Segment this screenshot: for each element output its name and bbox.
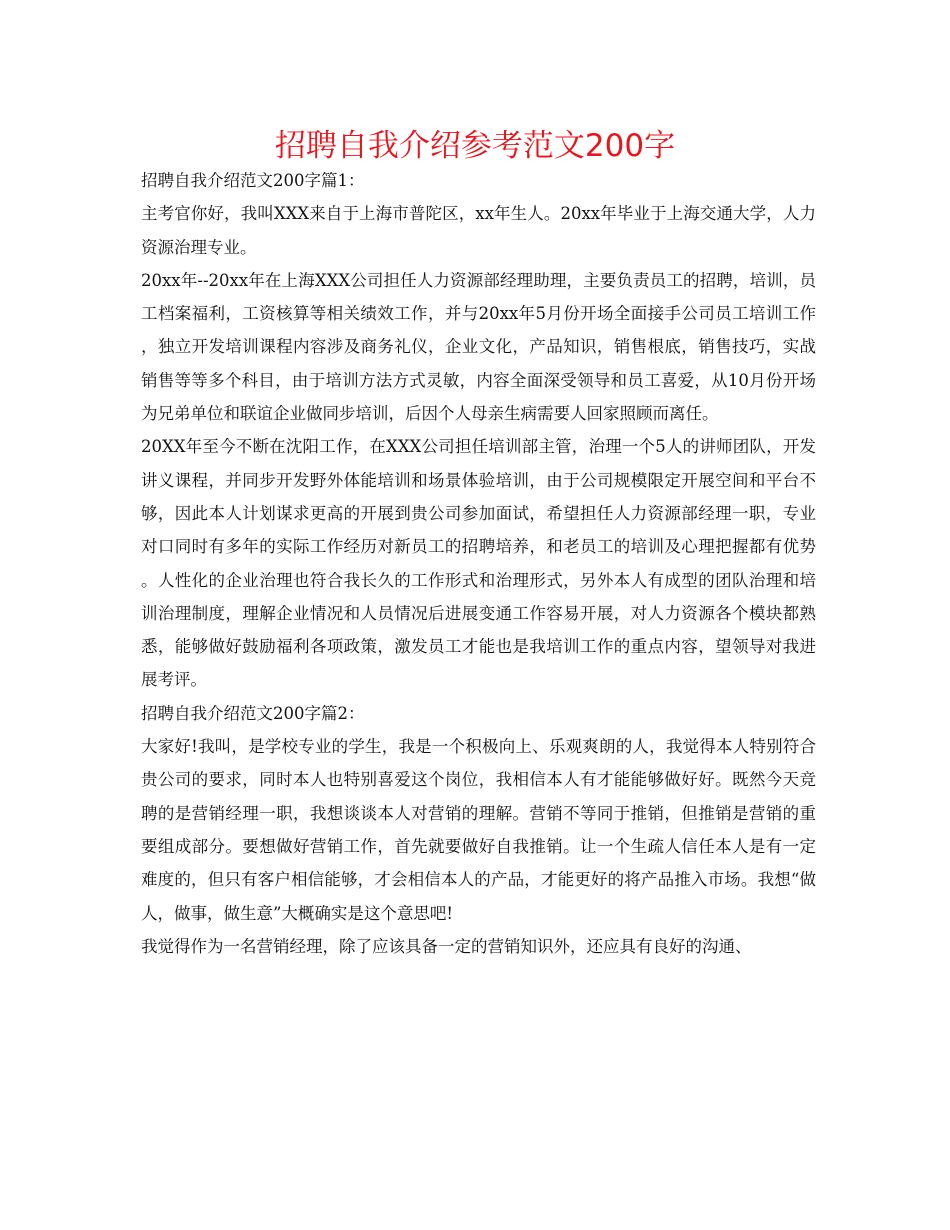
paragraph: 20xx年--20xx年在上海XXX公司担任人力资源部经理助理，主要负责员工的招聘，培训，员工档案福利，工资核算等相关绩效工作，并与20xx年5月份开场全面接手公司员工培训工作，独立开发培训课程内容涉及商务礼仪，企业文化，产品知识，销售根底，销售技巧，实战销售等等多个科目，由于培训方法方式灵敏，内容全面深受领导和员工喜爱，从10月份开场为兄弟单位和联谊企业做同步培训，后因个人母亲生病需要人回家照顾而离任。 <box>141 270 816 424</box>
paragraph: 主考官你好，我叫XXX来自于上海市普陀区，xx年生人。20xx年毕业于上海交通大学，人力资源治理专业。 <box>141 204 816 257</box>
paragraph: 大家好!我叫，是学校专业的学生，我是一个积极向上、乐观爽朗的人，我觉得本人特别符合贵公司的要求，同时本人也特别喜爱这个岗位，我相信本人有才能能够做好好。既然今天竞聘的是营销经理一职，我想谈谈本人对营销的理解。营销不等同于推销，但推销是营销的重要组成部分。要想做好营销工作，首先就要做好自我推销。让一个生疏人信任本人是有一定难度的，但只有客户相信能够，才会相信本人的产品，才能更好的将产品推入市场。我想“做人，做事，做生意”大概确实是这个意思吧! <box>141 737 816 923</box>
paragraph: 我觉得作为一名营销经理，除了应该具备一定的营销知识外，还应具有良好的沟通、 <box>141 936 752 956</box>
paragraph: 20XX年至今不断在沈阳工作，在XXX公司担任培训部主管，治理一个5人的讲师团队，开发讲义课程，并同步开发野外体能培训和场景体验培训，由于公司规模限定开展空间和平台不够，因此本人计划谋求更高的开展到贵公司参加面试，希望担任人力资源部经理一职，专业对口同时有多年的实际工作经历对新员工的招聘培养，和老员工的培训及心理把握都有优势。人性化的企业治理也符合我长久的工作形式和治理形式，另外本人有成型的团队治理和培训治理制度，理解企业情况和人员情况后进展变通工作容易开展，对人力资源各个模块都熟悉，能够做好鼓励福利各项政策，激发员工才能也是我培训工作的重点内容，望领导对我进展考评。 <box>141 437 816 690</box>
document-title: 招聘自我介绍参考范文200字 <box>274 128 676 164</box>
section-heading: 招聘自我介绍范文200字篇2： <box>141 703 365 723</box>
section-heading: 招聘自我介绍范文200字篇1： <box>141 171 365 190</box>
document-body <box>141 164 816 963</box>
